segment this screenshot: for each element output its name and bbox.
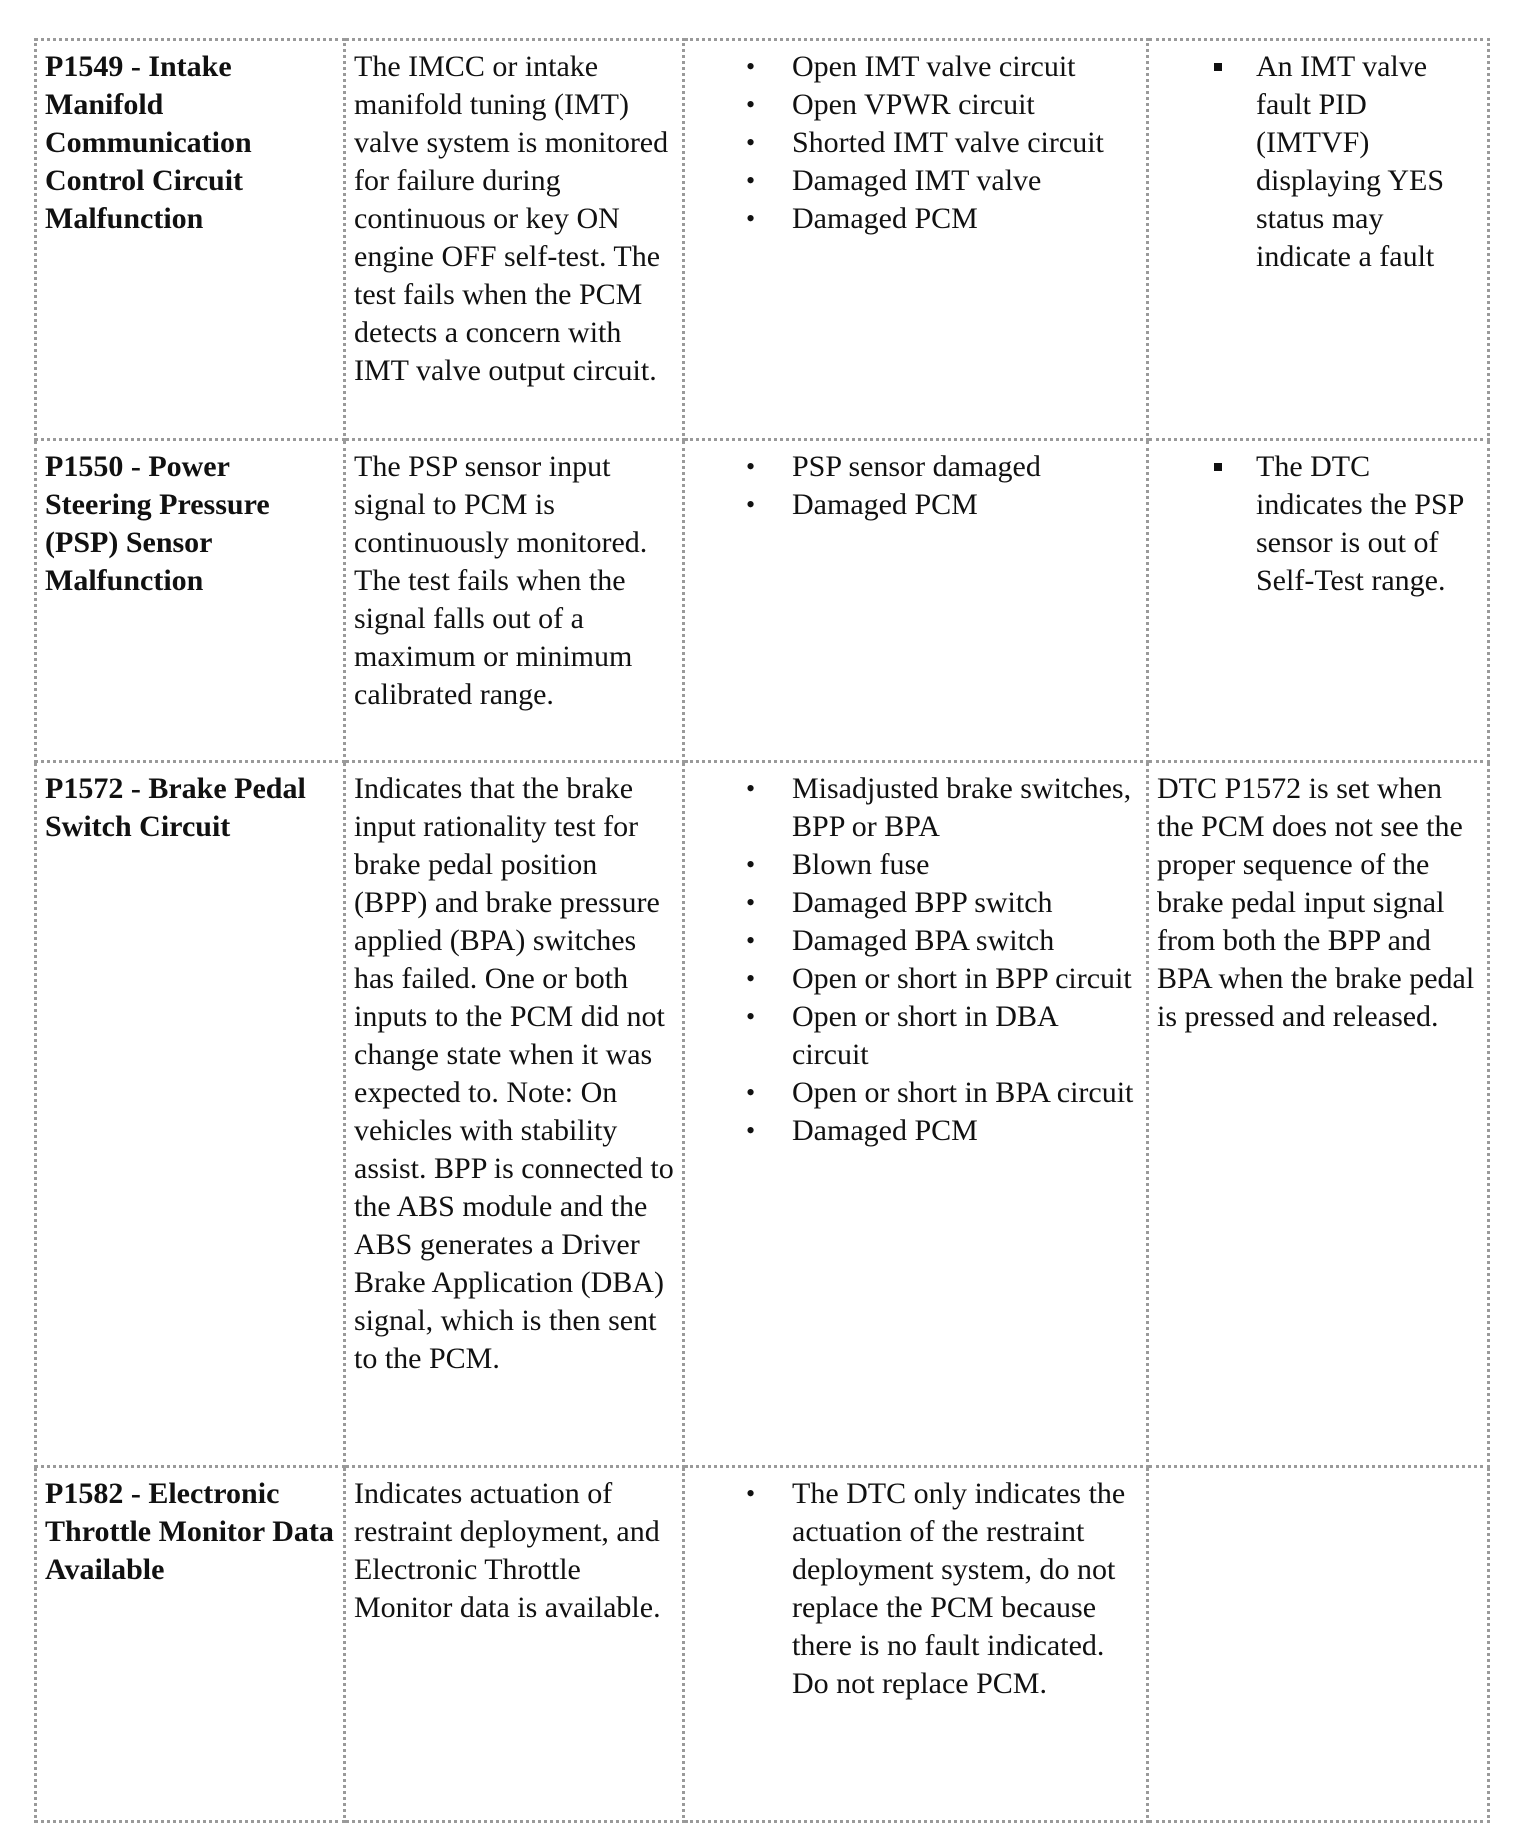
list-item: • Damaged PCM	[693, 486, 1138, 524]
list-item: • Open or short in DBA circuit	[693, 998, 1138, 1074]
dtc-code-cell: P1549 - Intake Manifold Communication Control Circuit Malfunction	[36, 40, 345, 440]
possible-causes-cell	[684, 1467, 1148, 1822]
possible-causes-cell	[684, 40, 1148, 440]
description-cell: The IMCC or intake manifold tuning (IMT) valve system is monitored for failure during continuous or key ON engine OFF self-test. The test fails when the PCM detects a concern with IMT valve output circuit.	[345, 40, 684, 440]
list-item: The DTC indicates the PSP sensor is out of Self-Test range.	[1157, 448, 1479, 600]
list-item: • Damaged BPA switch	[693, 922, 1138, 960]
notes-cell: DTC P1572 is set when the PCM does not see the proper sequence of the brake pedal input signal from both the BPP and BPA when the brake pedal is pressed and released.	[1148, 762, 1489, 1467]
list-item: • Damaged PCM	[693, 1112, 1138, 1150]
table-row	[36, 440, 1489, 762]
notes-list	[1157, 48, 1479, 276]
list-item: • Damaged BPP switch	[693, 884, 1138, 922]
list-item: • Open IMT valve circuit	[693, 48, 1138, 86]
list-item: An IMT valve fault PID (IMTVF) displaying YES status may indicate a fault	[1157, 48, 1479, 276]
list-item: • Open VPWR circuit	[693, 86, 1138, 124]
notes-cell	[1148, 40, 1489, 440]
list-item: • The DTC only indicates the actuation of the restraint deployment system, do not replace the PCM because there is no fault indicated. Do not replace PCM.	[693, 1475, 1138, 1703]
dtc-code-cell: P1582 - Electronic Throttle Monitor Data Available	[36, 1467, 345, 1822]
notes-cell	[1148, 440, 1489, 762]
possible-causes-list	[693, 770, 1138, 1150]
possible-causes-list	[693, 48, 1138, 238]
list-item: • Damaged PCM	[693, 200, 1138, 238]
description-cell: Indicates that the brake input rationality test for brake pedal position (BPP) and brake pressure applied (BPA) switches has failed. One or both inputs to the PCM did not change state when it was expected to. Note: On vehicles with stability assist. BPP is connected to the ABS module and the ABS generates a Driver Brake Application (DBA) signal, which is then sent to the PCM.	[345, 762, 684, 1467]
list-item: • Damaged IMT valve	[693, 162, 1138, 200]
notes-list	[1157, 448, 1479, 600]
table-row	[36, 762, 1489, 1467]
list-item: • Misadjusted brake switches, BPP or BPA	[693, 770, 1138, 846]
table-row	[36, 1467, 1489, 1822]
possible-causes-cell	[684, 440, 1148, 762]
dtc-code-cell: P1572 - Brake Pedal Switch Circuit	[36, 762, 345, 1467]
description-cell: The PSP sensor input signal to PCM is continuously monitored. The test fails when the signal falls out of a maximum or minimum calibrated range.	[345, 440, 684, 762]
list-item: • Shorted IMT valve circuit	[693, 124, 1138, 162]
possible-causes-list	[693, 1475, 1138, 1703]
list-item: • Open or short in BPA circuit	[693, 1074, 1138, 1112]
notes-cell	[1148, 1467, 1489, 1822]
description-cell: Indicates actuation of restraint deployment, and Electronic Throttle Monitor data is available.	[345, 1467, 684, 1822]
possible-causes-cell	[684, 762, 1148, 1467]
list-item: • Open or short in BPP circuit	[693, 960, 1138, 998]
possible-causes-list	[693, 448, 1138, 524]
list-item: • PSP sensor damaged	[693, 448, 1138, 486]
list-item: • Blown fuse	[693, 846, 1138, 884]
dtc-table	[34, 38, 1490, 1823]
table-row	[36, 40, 1489, 440]
dtc-code-cell: P1550 - Power Steering Pressure (PSP) Sensor Malfunction	[36, 440, 345, 762]
